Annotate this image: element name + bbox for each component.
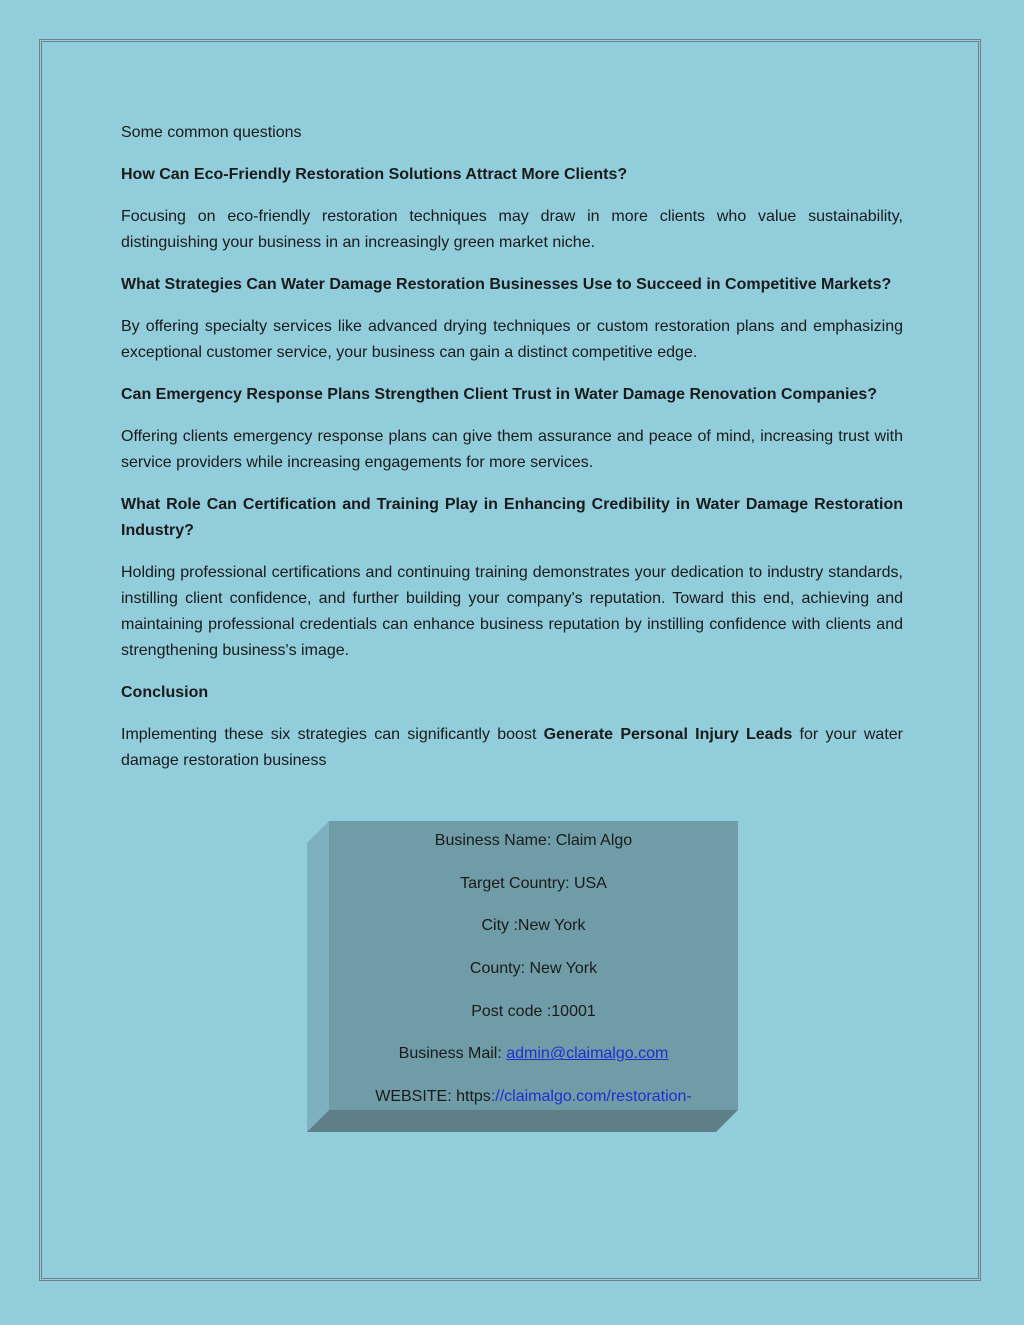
- website-label: WEBSITE: https: [375, 1088, 491, 1106]
- website-link[interactable]: ://claimalgo.com/restoration-: [490, 1088, 692, 1106]
- faq-answer: By offering specialty services like advanced drying techniques or custom restoration plans and emphasizing exceptional customer service, your business can gain a distinct competitive edge.: [121, 318, 903, 361]
- conclusion-text-start: Implementing these six strategies can significantly boost: [121, 726, 544, 743]
- city: City :New York: [481, 917, 586, 935]
- document-body: [121, 120, 903, 790]
- business-info-box: [307, 821, 738, 1132]
- business-name: Business Name: Claim Algo: [434, 832, 633, 849]
- faq-question: What Role Can Certification and Training Play in Enhancing Credibility in Water Damage Restoration Industry?: [121, 496, 903, 539]
- faq-answer: Offering clients emergency response plans can give them assurance and peace of mind, increasing trust with service providers while increasing engagements for more services.: [121, 428, 903, 471]
- conclusion-text-end: for your water damage restoration business: [121, 726, 903, 769]
- target-country: Target Country: USA: [460, 874, 607, 892]
- business-mail-label: Business Mail:: [398, 1045, 507, 1063]
- post-code: Post code :10001: [471, 1002, 596, 1020]
- faq-answer: Holding professional certifications and continuing training demonstrates your dedication to industry standards, instilling client confidence, and further building your company's reputation. Toward this end, achieving and maintaining professional credentials can enhance business reputation by instilling confidence with clients and strengthening business's image.: [121, 564, 903, 659]
- conclusion-text: [121, 722, 903, 774]
- conclusion-heading: Conclusion: [121, 684, 209, 701]
- business-info-lines: [329, 821, 738, 1120]
- faq-question: What Strategies Can Water Damage Restoration Businesses Use to Succeed in Competitive Markets?: [121, 276, 892, 293]
- faq-answer: Focusing on eco-friendly restoration techniques may draw in more clients who value sustainability, distinguishing your business in an increasingly green market niche.: [121, 208, 903, 251]
- faq-question: How Can Eco-Friendly Restoration Solutions Attract More Clients?: [121, 166, 628, 183]
- intro-text: Some common questions: [121, 124, 302, 141]
- business-mail-link[interactable]: admin@claimalgo.com: [506, 1045, 669, 1063]
- box-left-bevel: [307, 821, 329, 1132]
- business-mail: [329, 1034, 738, 1077]
- faq-question: Can Emergency Response Plans Strengthen Client Trust in Water Damage Renovation Companies?: [121, 386, 878, 403]
- conclusion-keyword: Generate Personal Injury Leads: [543, 726, 793, 743]
- website: [329, 1077, 738, 1120]
- county: County: New York: [469, 960, 598, 978]
